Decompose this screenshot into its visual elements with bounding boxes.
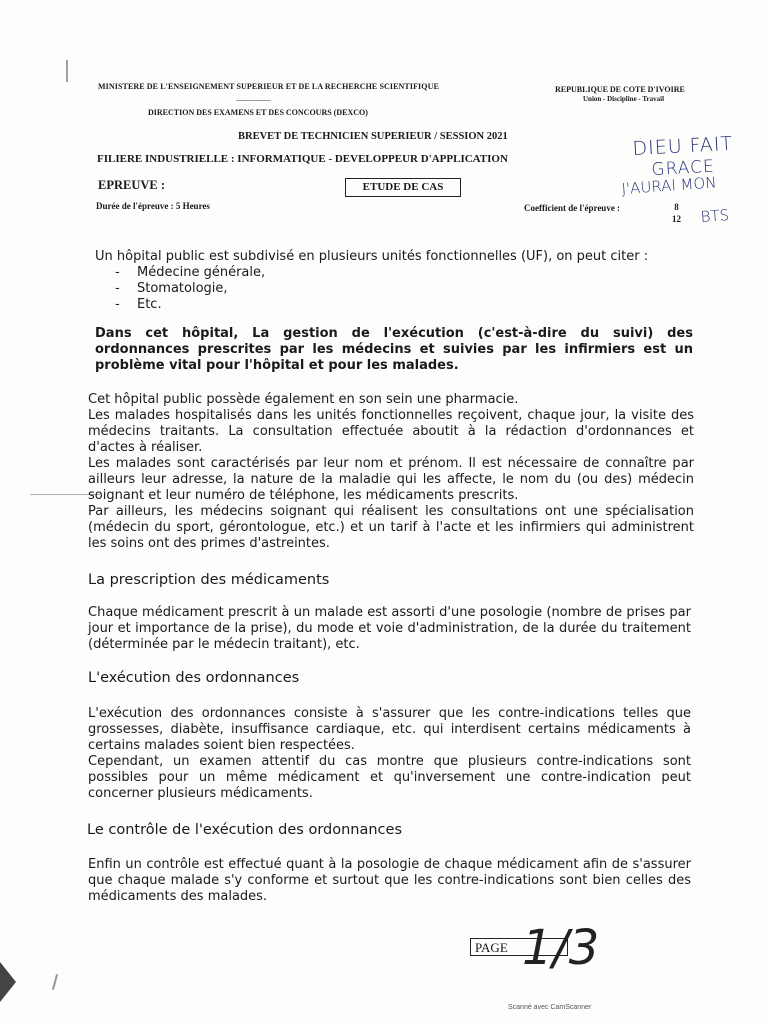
epreuve-label: EPREUVE : <box>98 178 166 192</box>
coefficient-value <box>672 201 681 225</box>
intro-text: Un hôpital public est subdivisé en plusieurs unités fonctionnelles (UF), on peut citer : <box>95 249 649 264</box>
epreuve-type-box: ETUDE DE CAS <box>345 178 461 197</box>
visits-paragraph: Les malades hospitalisés dans les unités fonctionnelles reçoivent, chaque jour, la visite des médecins traitants. La consultation effectuée aboutit à la rédaction d'ordonnances et d'actes à réaliser. <box>88 408 694 455</box>
list-item: - Médecine générale, <box>115 265 265 281</box>
scanner-watermark: Scanné avec CamScanner <box>508 1004 592 1011</box>
section-text-control: Enfin un contrôle est effectué quant à la posologie de chaque médicament afin de s'assurer que chaque malade s'y conforme et surtout que les contre-indications sont bien celles des médicaments des malades. <box>88 857 691 904</box>
coefficient-label: Coefficient de l'épreuve : <box>524 203 621 213</box>
scan-mark <box>52 974 58 990</box>
coefficient-value-bottom: 12 <box>672 214 681 224</box>
handwritten-note-line-3: J'AURAI MON <box>621 173 718 198</box>
section-text-execution-a: L'exécution des ordonnances consiste à s'assurer que les contre-indications telles que grossesses, diabète, insuffisance cardiaque, etc. qui interdisent certains médicaments à certains malades soient bien respectées. <box>88 706 691 753</box>
pharmacy-paragraph: Cet hôpital public possède également en son sein une pharmacie. <box>88 392 519 407</box>
problem-statement: Dans cet hôpital, La gestion de l'exécution (c'est-à-dire du suivi) des ordonnances prescrites par les médecins et suivies par les infirmiers est un problème vital pour l'hôpital et pour les malades. <box>95 326 693 373</box>
patients-paragraph: Les malades sont caractérisés par leur nom et prénom. Il est nécessaire de connaître par ailleurs leur adresse, la nature de la maladie qui les affecte, le nom du (ou des) médecin soignant et leur numéro de téléphone, les médicaments prescrits. <box>88 456 694 503</box>
section-text-execution-b: Cependant, un examen attentif du cas montre que plusieurs contre-indications sont possibles pour un même médicament et qu'inversement une contre-indication peut concerner plusieurs médicaments. <box>88 754 691 801</box>
doctors-paragraph: Par ailleurs, les médecins soignant qui réalisent les consultations ont une spécialisation (médecin du sport, gérontologue, etc.) et un tarif à l'acte et les infirmiers qui administrent les soins ont des primes d'astreintes. <box>88 504 694 551</box>
scan-mark <box>66 60 68 82</box>
national-motto: Union - Discipline - Travail <box>583 95 665 103</box>
exam-title: BREVET DE TECHNICIEN SUPERIEUR / SESSION 2021 <box>238 131 508 142</box>
section-title-prescription: La prescription des médicaments <box>88 572 330 588</box>
unit-list <box>115 265 265 313</box>
section-block-execution <box>88 706 691 802</box>
list-item: - Stomatologie, <box>115 281 265 297</box>
direction-heading: DIRECTION DES EXAMENS ET DES CONCOURS (DEXCO) <box>148 108 368 117</box>
section-title-execution: L'exécution des ordonnances <box>88 670 300 686</box>
coefficient-value-top: 8 <box>674 202 679 212</box>
republic-heading: REPUBLIQUE DE COTE D'IVOIRE <box>555 85 685 94</box>
context-block <box>88 392 694 552</box>
section-text-prescription: Chaque médicament prescrit à un malade est assorti d'une posologie (nombre de prises par jour et importance de la prise), du mode et voie d'administration, de la durée du traitement (déterminée par le médecin traitant), etc. <box>88 605 691 652</box>
handwritten-note-line-1: DIEU FAIT <box>632 132 734 160</box>
ministry-heading: MINISTERE DE L'ENSEIGNEMENT SUPERIEUR ET DE LA RECHERCHE SCIENTIFIQUE <box>98 82 439 91</box>
handwritten-note-line-2: GRACE <box>651 156 716 180</box>
handwritten-note-line-4: BTS <box>700 206 730 226</box>
list-item: - Etc. <box>115 297 265 313</box>
section-title-control: Le contrôle de l'exécution des ordonnances <box>87 822 403 838</box>
scan-corner-mark <box>0 962 16 1002</box>
filiere-line: FILIERE INDUSTRIELLE : INFORMATIQUE - DEVELOPPEUR D'APPLICATION <box>97 153 508 165</box>
page-number: 1/3 <box>522 920 600 976</box>
duration-line: Durée de l'épreuve : 5 Heures <box>96 201 210 211</box>
header-separator: ----------------------- <box>236 98 271 104</box>
page-label-box: PAGE <box>470 938 568 956</box>
